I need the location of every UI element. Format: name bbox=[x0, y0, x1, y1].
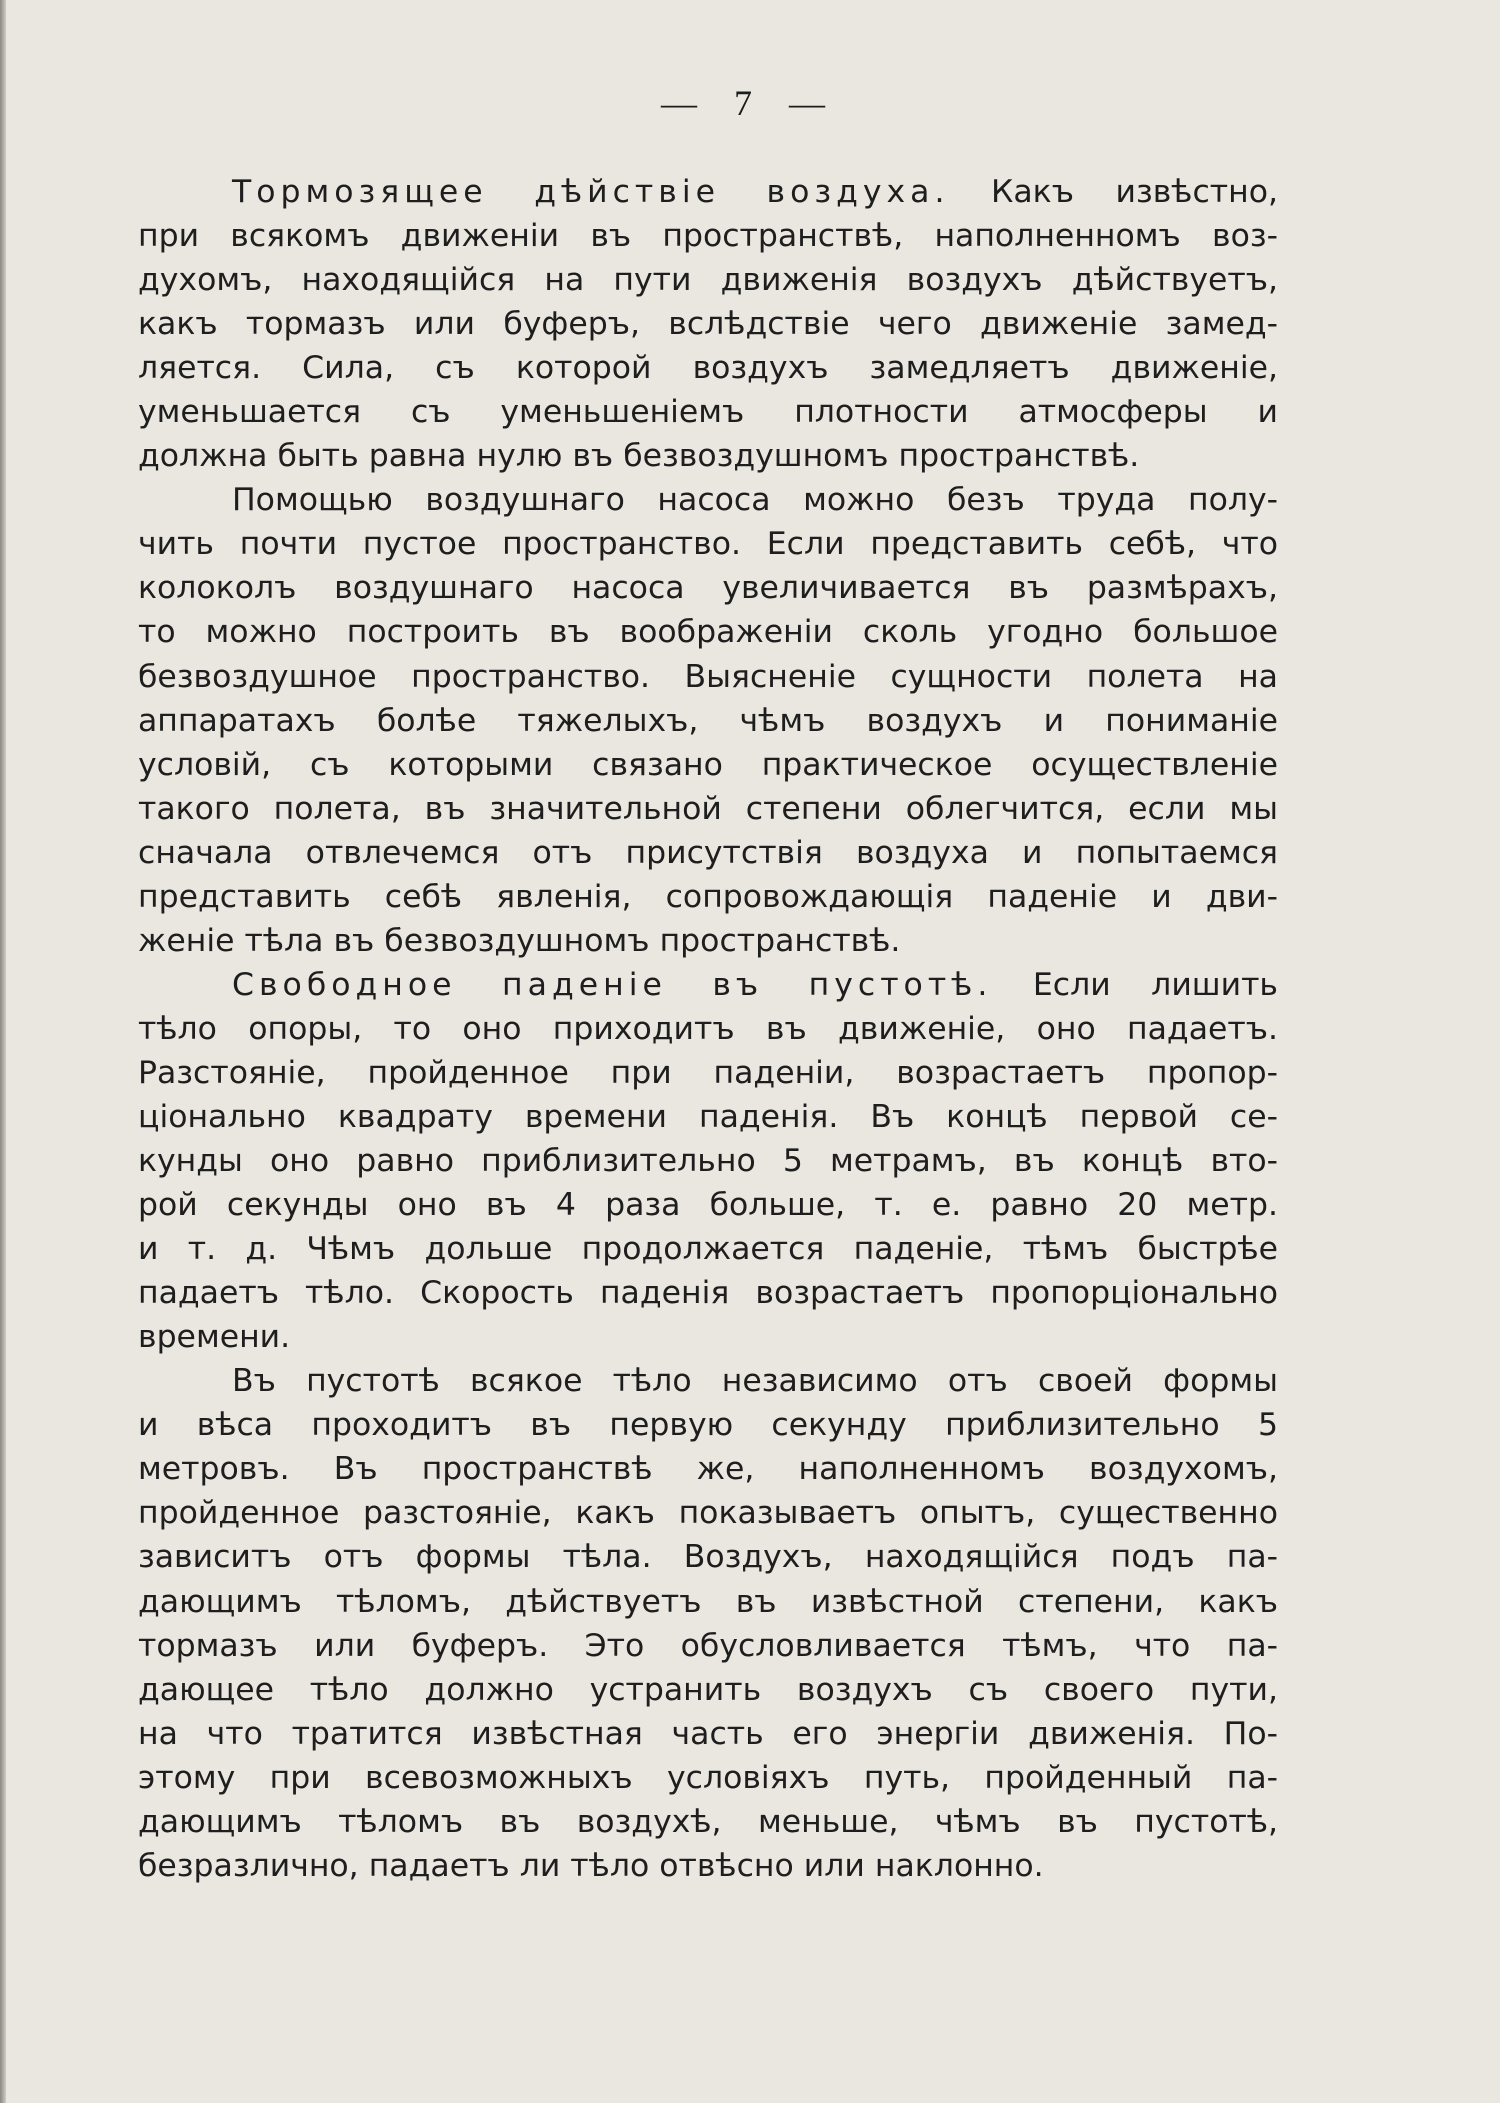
text-line: на что тратится извѣстная часть его энергiи движенiя. По- bbox=[138, 1715, 1278, 1752]
text-line: и вѣса проходитъ въ первую секунду приблизительно 5 bbox=[138, 1407, 1278, 1444]
text-line: должна быть равна нулю въ безвоздушномъ пространствѣ. bbox=[138, 438, 1140, 475]
text-line: Разстоянiе, пройденное при паденiи, возрастаетъ пропор- bbox=[138, 1054, 1278, 1091]
text-line: дающимъ тѣломъ въ воздухѣ, меньше, чѣмъ въ пустотѣ, bbox=[138, 1803, 1278, 1840]
text-line: метровъ. Въ пространствѣ же, наполненномъ воздухомъ, bbox=[138, 1451, 1278, 1488]
section-heading-free-fall: Свободное паденiе въ пустотѣ. bbox=[232, 966, 993, 1003]
paragraph-fall-in-air bbox=[138, 1359, 1278, 1888]
paragraph-free-fall bbox=[138, 963, 1278, 1359]
text-line: дающимъ тѣломъ, дѣйствуетъ въ извѣстной степени, какъ bbox=[138, 1583, 1278, 1620]
body-text bbox=[138, 170, 1278, 1888]
text-line: рой секунды оно въ 4 раза больше, т. е. равно 20 метр. bbox=[138, 1187, 1278, 1224]
page-number: — 7 — bbox=[661, 83, 839, 123]
text-line bbox=[138, 963, 1278, 1007]
section-heading-air-resistance: Тормозящее дѣйствiе воздуха. bbox=[232, 174, 950, 210]
text-line: то можно построить въ воображенiи сколь угодно большое bbox=[138, 614, 1278, 651]
text-line: Въ пустотѣ всякое тѣло независимо отъ своей формы bbox=[232, 1363, 1278, 1400]
text-line: этому при всевозможныхъ условiяхъ путь, пройденный па- bbox=[138, 1759, 1278, 1796]
text-line: кунды оно равно приблизительно 5 метрамъ, въ концѣ вто- bbox=[138, 1143, 1278, 1180]
text-line: аппаратахъ болѣе тяжелыхъ, чѣмъ воздухъ и пониманiе bbox=[138, 702, 1278, 739]
text-line: представить себѣ явленiя, сопровождающiя паденiе и дви- bbox=[138, 878, 1278, 915]
text-line: сначала отвлечемся отъ присутствiя воздуха и попытаемся bbox=[138, 834, 1278, 871]
text-line: Помощью воздушнаго насоса можно безъ труда полу- bbox=[232, 482, 1278, 519]
paragraph-air-pump bbox=[138, 478, 1278, 963]
text-line: тормазъ или буферъ. Это обусловливается тѣмъ, что па- bbox=[138, 1627, 1278, 1664]
text-line: дающее тѣло должно устранить воздухъ съ своего пути, bbox=[138, 1671, 1278, 1708]
text-line: безразлично, падаетъ ли тѣло отвѣсно или наклонно. bbox=[138, 1847, 1044, 1884]
text-line: ляется. Сила, съ которой воздухъ замедляетъ движенiе, bbox=[138, 350, 1278, 387]
text-line: и т. д. Чѣмъ дольше продолжается паденiе, тѣмъ быстрѣе bbox=[138, 1231, 1278, 1268]
text-line: падаетъ тѣло. Скорость паденiя возрастаетъ пропорцiонально bbox=[138, 1275, 1278, 1312]
text-line: тѣло опоры, то оно приходитъ въ движенiе, оно падаетъ. bbox=[138, 1010, 1278, 1047]
text-line: при всякомъ движенiи въ пространствѣ, наполненномъ воз- bbox=[138, 218, 1278, 255]
text-line: цiонально квадрату времени паденiя. Въ концѣ первой се- bbox=[138, 1098, 1278, 1135]
text-line: чить почти пустое пространство. Если представить себѣ, что bbox=[138, 526, 1278, 563]
text-line: колоколъ воздушнаго насоса увеличивается въ размѣрахъ, bbox=[138, 570, 1278, 607]
text-line: зависитъ отъ формы тѣла. Воздухъ, находящiйся подъ па- bbox=[138, 1539, 1278, 1576]
text-line-continuation: Какъ извѣстно, bbox=[949, 174, 1278, 210]
text-line: пройденное разстоянiе, какъ показываетъ опытъ, существенно bbox=[138, 1495, 1278, 1532]
text-line: женiе тѣла въ безвоздушномъ пространствѣ. bbox=[138, 922, 901, 959]
text-line: какъ тормазъ или буферъ, вслѣдствiе чего движенiе замед- bbox=[138, 306, 1278, 343]
text-line bbox=[138, 170, 1278, 214]
text-line: времени. bbox=[138, 1319, 291, 1356]
text-line: безвоздушное пространство. Выясненiе сущности полета на bbox=[138, 658, 1278, 695]
text-line: такого полета, въ значительной степени облегчится, если мы bbox=[138, 790, 1278, 827]
text-line: уменьшается съ уменьшенiемъ плотности атмосферы и bbox=[138, 394, 1278, 431]
text-line: условiй, съ которыми связано практическое осуществленiе bbox=[138, 746, 1278, 783]
text-line: духомъ, находящiйся на пути движенiя воздухъ дѣйствуетъ, bbox=[138, 262, 1278, 299]
text-line-continuation: Если лишить bbox=[992, 966, 1278, 1003]
paragraph-air-resistance bbox=[138, 170, 1278, 478]
